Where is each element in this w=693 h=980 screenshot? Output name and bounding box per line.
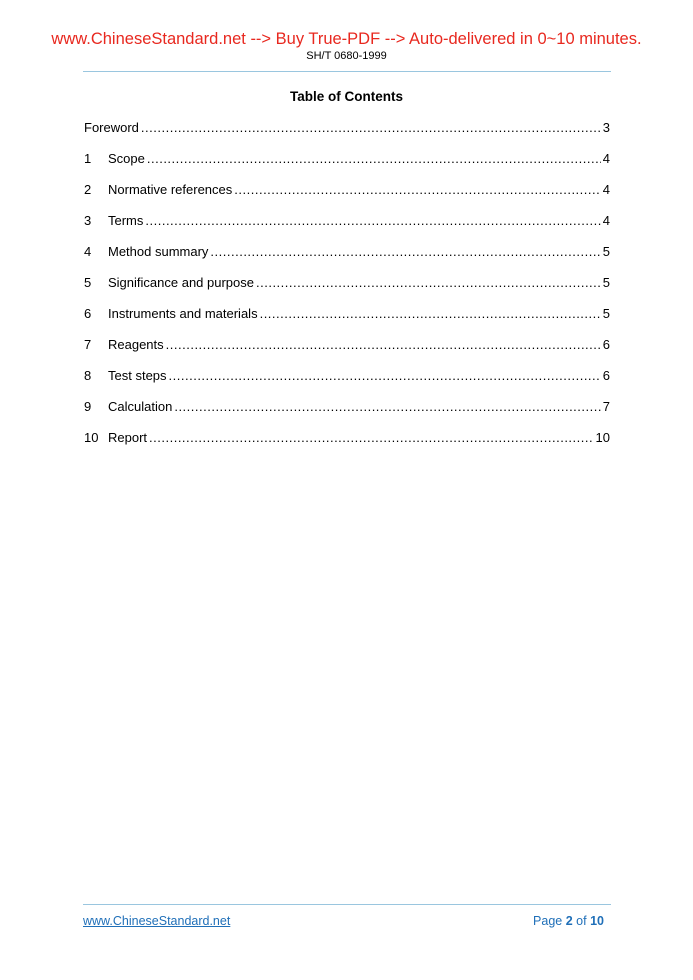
toc-entry-number: 1 (84, 151, 92, 166)
header-divider (83, 71, 611, 72)
toc-entry-label: Scope (108, 151, 145, 166)
toc-entry-significance-and-purpose[interactable] (84, 274, 610, 305)
toc-leader-dots (141, 119, 601, 136)
toc-entry-page: 6 (602, 368, 610, 383)
toc-entry-page: 4 (602, 213, 610, 228)
page-prefix: Page (533, 914, 563, 928)
toc-entry-number: 7 (84, 337, 92, 352)
toc-leader-dots (174, 398, 600, 415)
toc-entry-page: 10 (595, 430, 610, 445)
toc-entry-label: Report (108, 430, 148, 445)
toc-leader-dots (256, 274, 601, 291)
toc-entry-number: 3 (84, 213, 92, 228)
toc-entry-label: Instruments and materials (108, 306, 258, 321)
page-indicator (533, 913, 604, 929)
toc-leader-dots (166, 336, 601, 353)
toc-entry-number: 10 (84, 430, 99, 445)
toc-entry-test-steps[interactable] (84, 367, 610, 398)
toc-entry-reagents[interactable] (84, 336, 610, 367)
document-id: SH/T 0680-1999 (306, 50, 387, 62)
toc-entry-label: Test steps (108, 368, 167, 383)
toc-entry-report[interactable] (84, 429, 610, 460)
toc-entry-normative-references[interactable] (84, 181, 610, 212)
toc-entry-page: 6 (602, 337, 610, 352)
toc-entry-calculation[interactable] (84, 398, 610, 429)
toc-leader-dots (149, 429, 594, 446)
toc-entry-number: 4 (84, 244, 92, 259)
toc-entry-number: 5 (84, 275, 92, 290)
toc-leader-dots (210, 243, 600, 260)
table-of-contents (84, 119, 610, 460)
toc-entry-label: Foreword (84, 120, 139, 135)
toc-entry-label: Terms (108, 213, 144, 228)
footer-website-link[interactable]: www.ChineseStandard.net (83, 914, 231, 928)
toc-entry-label: Reagents (108, 337, 164, 352)
toc-entry-page: 7 (602, 399, 610, 414)
toc-entry-page: 4 (602, 151, 610, 166)
toc-entry-page: 3 (602, 120, 610, 135)
footer-divider (83, 904, 611, 905)
toc-entry-page: 5 (602, 244, 610, 259)
toc-entry-terms[interactable] (84, 212, 610, 243)
total-pages: 10 (590, 914, 604, 928)
toc-entry-foreword[interactable] (84, 119, 610, 150)
toc-entry-label: Normative references (108, 182, 233, 197)
toc-entry-number: 8 (84, 368, 92, 383)
toc-entry-number: 9 (84, 399, 92, 414)
toc-entry-scope[interactable] (84, 150, 610, 181)
toc-title: Table of Contents (290, 89, 403, 104)
toc-leader-dots (145, 212, 600, 229)
toc-entry-number: 2 (84, 182, 92, 197)
toc-entry-page: 5 (602, 275, 610, 290)
page-of: of (576, 914, 587, 928)
toc-entry-label: Calculation (108, 399, 173, 414)
toc-entry-instruments-and-materials[interactable] (84, 305, 610, 336)
toc-entry-label: Method summary (108, 244, 209, 259)
toc-entry-method-summary[interactable] (84, 243, 610, 274)
toc-entry-page: 5 (602, 306, 610, 321)
toc-entry-number: 6 (84, 306, 92, 321)
toc-entry-page: 4 (602, 182, 610, 197)
toc-leader-dots (169, 367, 601, 384)
toc-leader-dots (234, 181, 600, 198)
toc-leader-dots (147, 150, 601, 167)
toc-entry-label: Significance and purpose (108, 275, 254, 290)
promo-banner[interactable]: www.ChineseStandard.net --> Buy True-PDF --> Auto-delivered in 0~10 minutes. (51, 30, 642, 48)
toc-leader-dots (260, 305, 601, 322)
current-page-number: 2 (565, 914, 573, 928)
